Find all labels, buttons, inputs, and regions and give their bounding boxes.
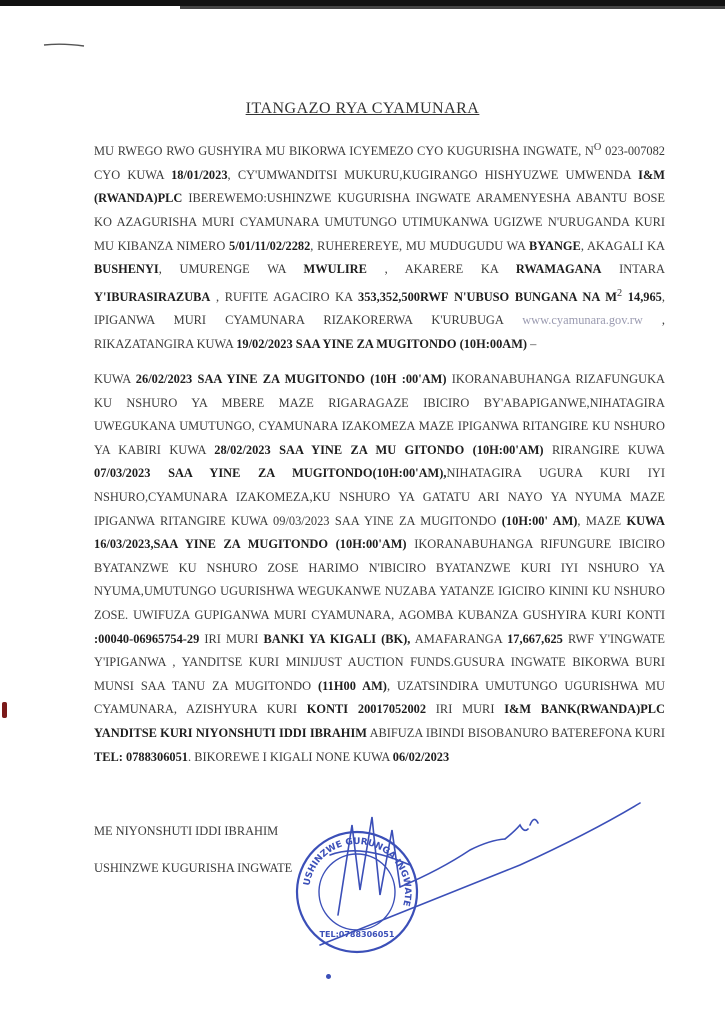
creditor-bank: I&M (RWANDA)PLC xyxy=(94,167,665,206)
payment-account: KONTI 20017052002 xyxy=(306,702,427,717)
deposit-bank: BANKI YA KIGALI (BK), xyxy=(263,631,411,646)
signing-date: 06/02/2023 xyxy=(392,749,450,764)
stamp-phone: TEL:0788306051 xyxy=(319,930,395,939)
ink-dot xyxy=(326,974,331,979)
pen-scratch-mark xyxy=(42,40,86,50)
scan-top-edge-shadow xyxy=(180,6,725,9)
order-date: 18/01/2023 xyxy=(171,167,228,182)
second-round-date: 28/02/2023 SAA YINE ZA MU GITONDO xyxy=(214,442,465,457)
area-value: 14,965 xyxy=(622,289,662,304)
signatory-role: USHINZWE KUGURISHA INGWATE xyxy=(94,861,293,875)
stamp-ring-text: USHINZWE GURUNGA INGWATE xyxy=(302,836,413,908)
signatory-name: ME NIYONSHUTI IDDI IBRAHIM xyxy=(94,824,279,838)
notice-paragraph-2: KUWA 26/02/2023 SAA YINE ZA MUGITONDO (10H :00'AM) IKORANABUHANGA RIZAFUNGUKA KU NSHURO YA MBERE MAZE RIGARAGAZE IBICIRO BY'ABAPIGANWE,NIHATAGIRA UWEGUKANA UMUTUNGO, CYAMUNARA IZAKOMEZA MAZE IPIGANWA RITANGIRE KU NSHURO YA KABIRI KUWA 28/02/2023 SAA YINE ZA MU GITONDO (10H:00'AM) RIRANGIRE KUWA 07/03/2023 SAA YINE ZA MUGITONDO(10H:00'AM),NIHATAGIRA UGURA KURI IYI NSHURO,CYAMUNARA IZAKOMEZA,KU NSHURO YA GATATU ARI NAYO YA NYUMA MAZE IPIGANWA RITANGIRE KUWA 09/03/2023 SAA YINE ZA MUGITONDO (10H:00' AM), MAZE KUWA 16/03/2023,SAA YINE ZA MUGITONDO (10H:00'AM) IKORANABUHANGA RIFUNGURE IBICIRO BYATANZWE KU NSHURO ZOSE HARIMO N'IBICIRO BYATANZWE KURI IYI NSHURO YA NYUMA,UMUTUNGO UGURISHWA WEGUKANWE NUZABA YATANZE IGICIRO KININI KU NSHURO ZOSE. UWIFUZA GUPIGANWA MURI CYAMUNARA, AGOMBA KUBANZA GUSHYIRA KURI KONTI :00040-06965754-29 IRI MURI BANKI YA KIGALI (BK), AMAFARANGA 17,667,625 RWF Y'INGWATE Y'IPIGANWA , YANDITSE KURI MINIJUST AUCTION FUNDS.GUSURA INGWATE BIKORWA BURI MUNSI SAA TANU ZA MUGITONDO (11H00 AM), UZATSINDIRA UMUTUNGO UGURISHWA MU CYAMUNARA, AZISHYURA KURI KONTI 20017052002 IRI MURI I&M BANK(RWANDA)PLC YANDITSE KURI NIYONSHUTI IDDI IBRAHIM ABIFUZA IBINDI BISOBANURO BATEREFONA KURI TEL: 0788306051. BIKOREWE I KIGALI NONE KUWA 06/02/2023 xyxy=(94,372,666,764)
document-title: ITANGAZO RYA CYAMUNARA xyxy=(245,100,480,117)
handwritten-signature xyxy=(300,795,645,965)
district-name: RWAMAGANA xyxy=(515,262,602,277)
sector-name: MWULIRE xyxy=(303,262,367,277)
village-name: BYANGE xyxy=(528,238,581,253)
visit-time: (11H00 AM) xyxy=(318,678,387,693)
province-name: Y'IBURASIRAZUBA xyxy=(94,289,211,304)
final-round-date: KUWA 16/03/2023,SAA YINE ZA MUGITONDO (10H:00'AM) xyxy=(94,513,665,552)
payee-name: YANDITSE KURI NIYONSHUTI IDDI IBRAHIM xyxy=(94,725,367,740)
second-round-time: (10H:00'AM) xyxy=(472,442,544,457)
plot-number: 5/01/11/02/2282 xyxy=(229,238,311,253)
start-date: 19/02/2023 xyxy=(236,337,293,351)
area-label: N'UBUSO BUNGANA NA M xyxy=(454,289,617,304)
cell-name: BUSHENYI xyxy=(94,262,159,277)
notice-paragraph-1: MU RWEGO RWO GUSHYIRA MU BIKORWA ICYEMEZO CYO KUGURISHA INGWATE, $N^O$ 023-007082 CYO KUWA 18/01/2023, CY'UMWANDITSI MUKURU,KUGIRANGO HISHYUZWE UMWENDA I&M (RWANDA)PLC IBEREWEMO:USHINZWE KUGURISHA INGWATE ARAMENYESHA ABANTU BOSE KO AZAGURISHA MURI CYAMUNARA UMUTUNGO UTIMUKANWA UGIZWE N'URUGANDA KURI MU KIBANZA NIMERO 5/01/11/02/2282, RUHEREREYE, MU MUDUGUDU WA BYANGE, AKAGALI KA BUSHENYI, UMURENGE WA MWULIRE , AKARERE KA RWAMAGANA INTARA Y'IBURASIRAZUBA , RUFITE AGACIRO KA 353,352,500RWF N'UBUSO BUNGANA NA $M^2$ 14,965, IPIGANWA MURI CYAMUNARA RIZAKORERWA K'URUBUGA www.cyamunara.gov.rw , RIKAZATANGIRA KUWA 19/02/2023 SAA YINE ZA MUGITONDO (10H:00AM) – xyxy=(94,142,666,351)
second-round-end: 07/03/2023 SAA YINE ZA MUGITONDO(10H:00'AM), xyxy=(94,466,447,481)
contact-phone: TEL: 0788306051 xyxy=(94,749,188,764)
payment-bank: I&M BANK(RWANDA)PLC xyxy=(504,702,665,717)
first-round-date: 26/02/2023 SAA YINE ZA MUGITONDO (10H :00'AM) xyxy=(135,372,447,386)
margin-ink-mark xyxy=(2,702,7,718)
deposit-account: :00040-06965754-29 xyxy=(94,631,200,646)
start-time: SAA YINE ZA MUGITONDO (10H:00AM) xyxy=(295,337,528,351)
auction-website-link[interactable]: www.cyamunara.gov.rw xyxy=(522,313,643,328)
deposit-amount: 17,667,625 xyxy=(507,631,563,646)
property-value: 353,352,500RWF xyxy=(358,289,449,304)
third-round-time: (10H:00' AM) xyxy=(501,513,578,528)
